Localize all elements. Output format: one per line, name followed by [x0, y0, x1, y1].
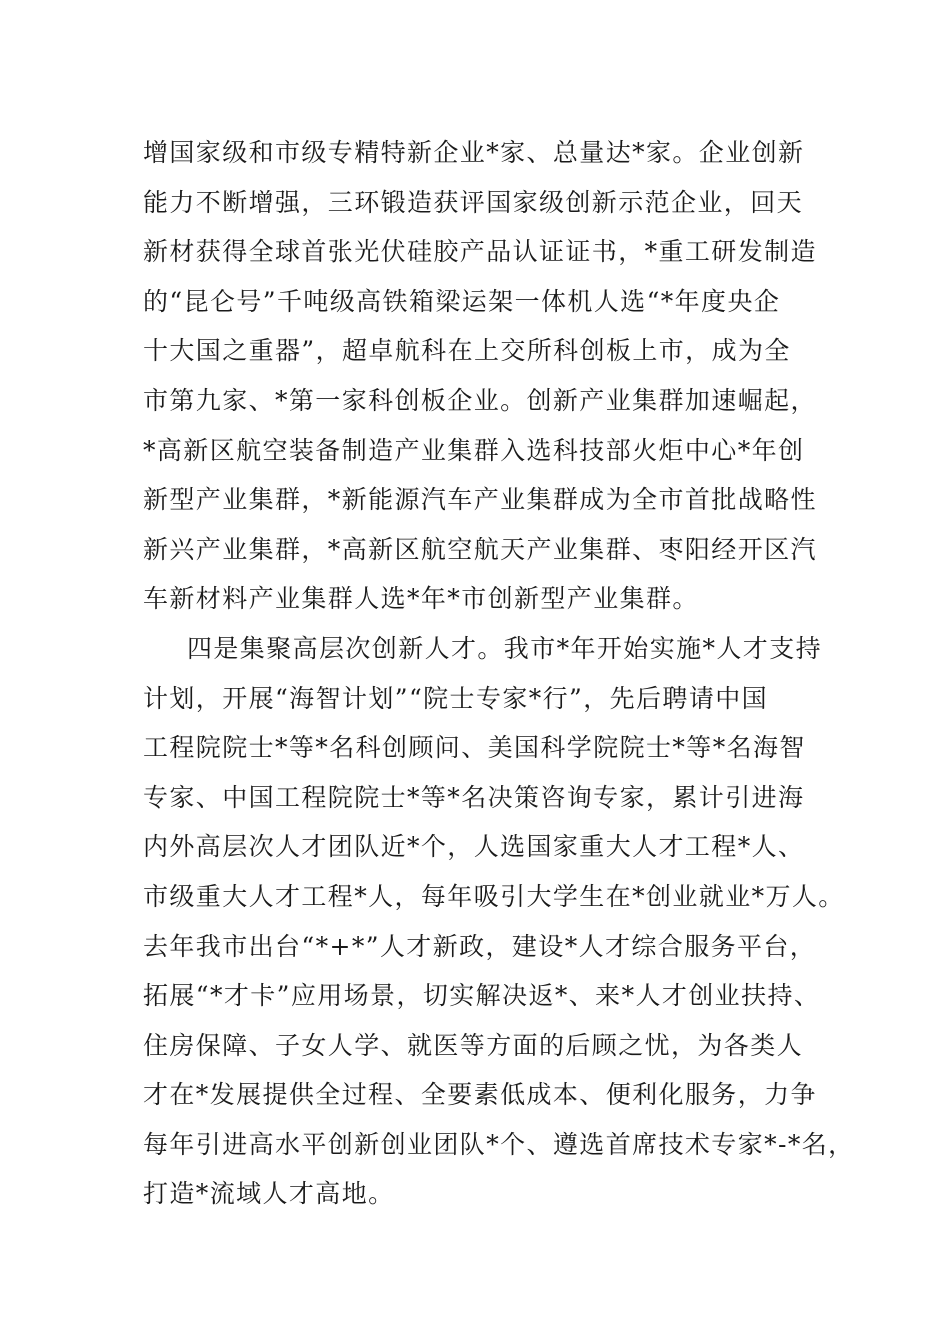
text-line: 新型产业集群，*新能源汽车产业集群成为全市首批战略性 — [143, 485, 817, 515]
text-line: *高新区航空装备制造产业集群入选科技部火炬中心*年创 — [143, 435, 805, 465]
text-line: 计划，开展“海智计划”“院士专家*行”，先后聘请中国 — [143, 683, 769, 713]
text-line: 才在*发展提供全过程、全要素低成本、便利化服务，力争 — [143, 1080, 817, 1110]
text-line-indented: 四是集聚高层次创新人才。我市*年开始实施*人才支持 — [187, 633, 823, 663]
text-line: 能力不断增强，三环锻造获评国家级创新示范企业，回天 — [143, 187, 804, 217]
paragraph-innovation-enterprises — [143, 128, 843, 624]
text-line: 专家、中国工程院院士*等*名决策咨询专家，累计引进海 — [143, 782, 805, 812]
text-line: 打造*流域人才高地。 — [143, 1179, 395, 1209]
text-line: 十大国之重器”，超卓航科在上交所科创板上市，成为全 — [143, 336, 791, 366]
text-line: 内外高层次人才团队近*个，人选国家重大人才工程*人、 — [143, 832, 805, 862]
text-line: 去年我市出台“*+*”人才新政，建设*人才综合服务平台， — [143, 931, 817, 961]
text-line: 增国家级和市级专精特新企业*家、总量达*家。企业创新 — [143, 138, 805, 167]
text-line: 住房保障、子女人学、就医等方面的后顾之忧，为各类人 — [143, 1030, 804, 1060]
text-line: 工程院院士*等*名科创顾问、美国科学院院士*等*名海智 — [143, 733, 806, 763]
paragraph-talent-gathering — [143, 624, 855, 1219]
text-line: 市第九家、*第一家科创板企业。创新产业集群加速崛起， — [143, 385, 817, 415]
text-line: 车新材料产业集群人选*年*市创新型产业集群。 — [143, 584, 699, 614]
text-line: 拓展“*才卡”应用场景，切实解决返*、来*人才创业扶持、 — [143, 981, 821, 1011]
text-line: 新材获得全球首张光伏硅胶产品认证证书，*重工研发制造 — [143, 237, 817, 267]
document-body — [143, 128, 855, 1219]
text-line: 的“昆仑号”千吨级高铁箱梁运架一体机人选“*年度央企 — [143, 286, 781, 316]
text-line: 每年引进高水平创新创业团队*个、遵选首席技术专家*-*名， — [143, 1129, 855, 1159]
text-line: 新兴产业集群，*高新区航空航天产业集群、枣阳经开区汽 — [143, 534, 817, 564]
text-line: 市级重大人才工程*人，每年吸引大学生在*创业就业*万人。 — [143, 881, 845, 911]
